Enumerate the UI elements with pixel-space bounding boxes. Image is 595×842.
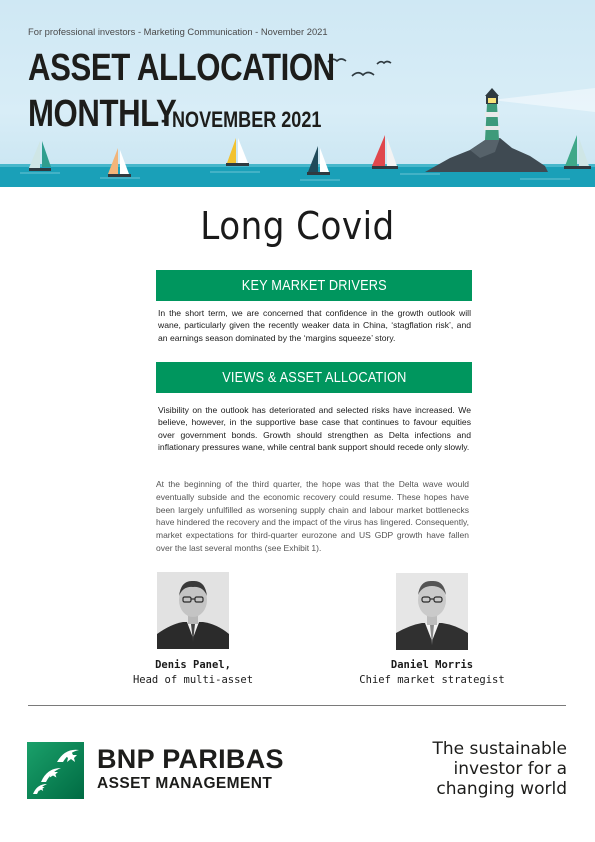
portrait-image bbox=[396, 573, 468, 650]
brand-name: BNP PARIBAS bbox=[97, 744, 284, 774]
tagline-line: investor for a bbox=[453, 759, 567, 779]
author-name: Daniel Morris bbox=[390, 659, 474, 671]
author-role: Chief market strategist bbox=[359, 674, 505, 686]
author-name: Denis Panel, bbox=[155, 659, 231, 671]
publication-title-line-2: MONTHLY bbox=[28, 93, 177, 135]
views-asset-allocation-text: Visibility on the outlook has deteriorated and selected risks have increased. We believe, however, in the supportive base case that continues to favour equities over government bonds. Growth should strengthen as Delta infections and inflationary pressures wane, while central bank support should recede only slowly. bbox=[158, 405, 471, 452]
page-title: Long Covid bbox=[200, 204, 395, 248]
publication-date: - NOVEMBER 2021 bbox=[161, 107, 322, 132]
section-heading-key-market-drivers bbox=[156, 270, 472, 301]
section-heading-label: VIEWS & ASSET ALLOCATION bbox=[221, 369, 407, 386]
author-role: Head of multi-asset bbox=[132, 674, 254, 686]
stars-logo-icon bbox=[27, 742, 84, 799]
brand-tagline bbox=[367, 739, 567, 799]
portrait-image bbox=[157, 572, 229, 649]
bnp-paribas-logo-icon bbox=[27, 742, 84, 799]
brand-subtitle: ASSET MANAGEMENT bbox=[97, 775, 273, 792]
author-photo-daniel-morris bbox=[396, 573, 468, 650]
tagline-line: changing world bbox=[436, 779, 567, 799]
publication-title-line-1: ASSET ALLOCATION bbox=[28, 47, 335, 89]
author-photo-denis-panel bbox=[157, 572, 229, 649]
tagline-line: The sustainable bbox=[432, 739, 567, 759]
section-heading-label: KEY MARKET DRIVERS bbox=[241, 277, 387, 294]
section-heading-views-asset-allocation bbox=[156, 362, 472, 393]
document-classification: For professional investors - Marketing Communication - November 2021 bbox=[28, 26, 328, 37]
intro-paragraph: At the beginning of the third quarter, the hope was that the Delta wave would eventually subside and the economic recovery could resume. These hopes have been largely unfulfilled as worsening supply chain and labour market bottlenecks have hindered the recovery and the impact of the virus has lingered. Consequently, market expectations for third-quarter eurozone and US GDP growth have fallen over the last several months (see Exhibit 1). bbox=[156, 479, 469, 553]
header-banner bbox=[0, 0, 595, 187]
key-market-drivers-text: In the short term, we are concerned that confidence in the growth outlook will wane, particularly given the recently weaker data in China, ‘stagflation risk’, and an earnings season dominated by the ‘margins squeeze’ story. bbox=[158, 308, 471, 343]
footer-divider bbox=[28, 705, 566, 706]
